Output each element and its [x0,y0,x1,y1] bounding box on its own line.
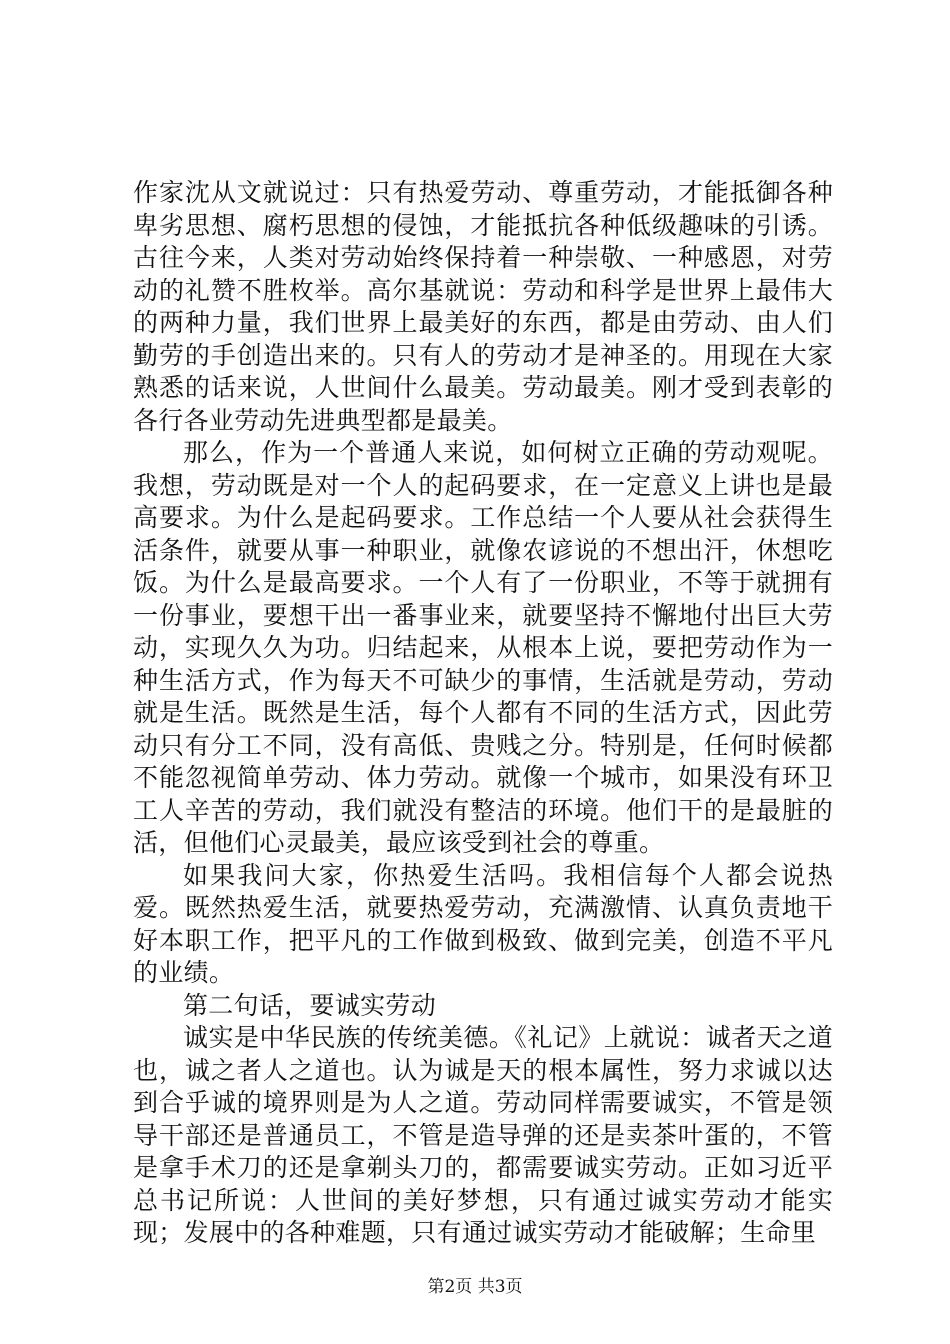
paragraph-1: 作家沈从文就说过：只有热爱劳动、尊重劳动，才能抵御各种卑劣思想、腐朽思想的侵蚀，才能抵抗各种低级趣味的引诱。古往今来，人类对劳动始终保持着一种崇敬、一种感恩，对劳动的礼赞不胜枚举。高尔基就说：劳动和科学是世界上最伟大的两种力量，我们世界上最美好的东西，都是由劳动、由人们勤劳的手创造出来的。只有人的劳动才是神圣的。用现在大家熟悉的话来说，人世间什么最美。劳动最美。刚才受到表彰的各行各业劳动先进典型都是最美。 [133,178,833,435]
page-number-footer: 第2页 共3页 [427,1277,523,1297]
section-heading: 第二句话，要诚实劳动 [183,990,437,1020]
paragraph-2: 那么，作为一个普通人来说，如何树立正确的劳动观呢。我想，劳动既是对一个人的起码要求，在一定意义上讲也是最高要求。为什么是起码要求。工作总结一个人要从社会获得生活条件，就要从事一种职业，就像农谚说的不想出汗，休想吃饭。为什么是最高要求。一个人有了一份职业，不等于就拥有一份事业，要想干出一番事业来，就要坚持不懈地付出巨大劳动，实现久久为功。归结起来，从根本上说，要把劳动作为一种生活方式，作为每天不可缺少的事情，生活就是劳动，劳动就是生活。既然是生活，每个人都有不同的生活方式，因此劳动只有分工不同，没有高低、贵贱之分。特别是，任何时候都不能忽视简单劳动、体力劳动。就像一个城市，如果没有环卫工人辛苦的劳动，我们就没有整洁的环境。他们干的是最脏的活，但他们心灵最美，最应该受到社会的尊重。 [133,438,833,857]
paragraph-4: 诚实是中华民族的传统美德。《礼记》上就说：诚者天之道也，诚之者人之道也。认为诚是天的根本属性，努力求诚以达到合乎诚的境界则是为人之道。劳动同样需要诚实，不管是领导干部还是普通员工，不管是造导弹的还是卖茶叶蛋的，不管是拿手术刀的还是拿剃头刀的，都需要诚实劳动。正如习近平总书记所说：人世间的美好梦想，只有通过诚实劳动才能实现；发展中的各种难题，只有通过诚实劳动才能破解；生命里 [133,1023,833,1247]
body-text [133,177,833,1250]
paragraph-3: 如果我问大家，你热爱生活吗。我相信每个人都会说热爱。既然热爱生活，就要热爱劳动，充满激情、认真负责地干好本职工作，把平凡的工作做到极致、做到完美，创造不平凡的业绩。 [133,860,833,987]
